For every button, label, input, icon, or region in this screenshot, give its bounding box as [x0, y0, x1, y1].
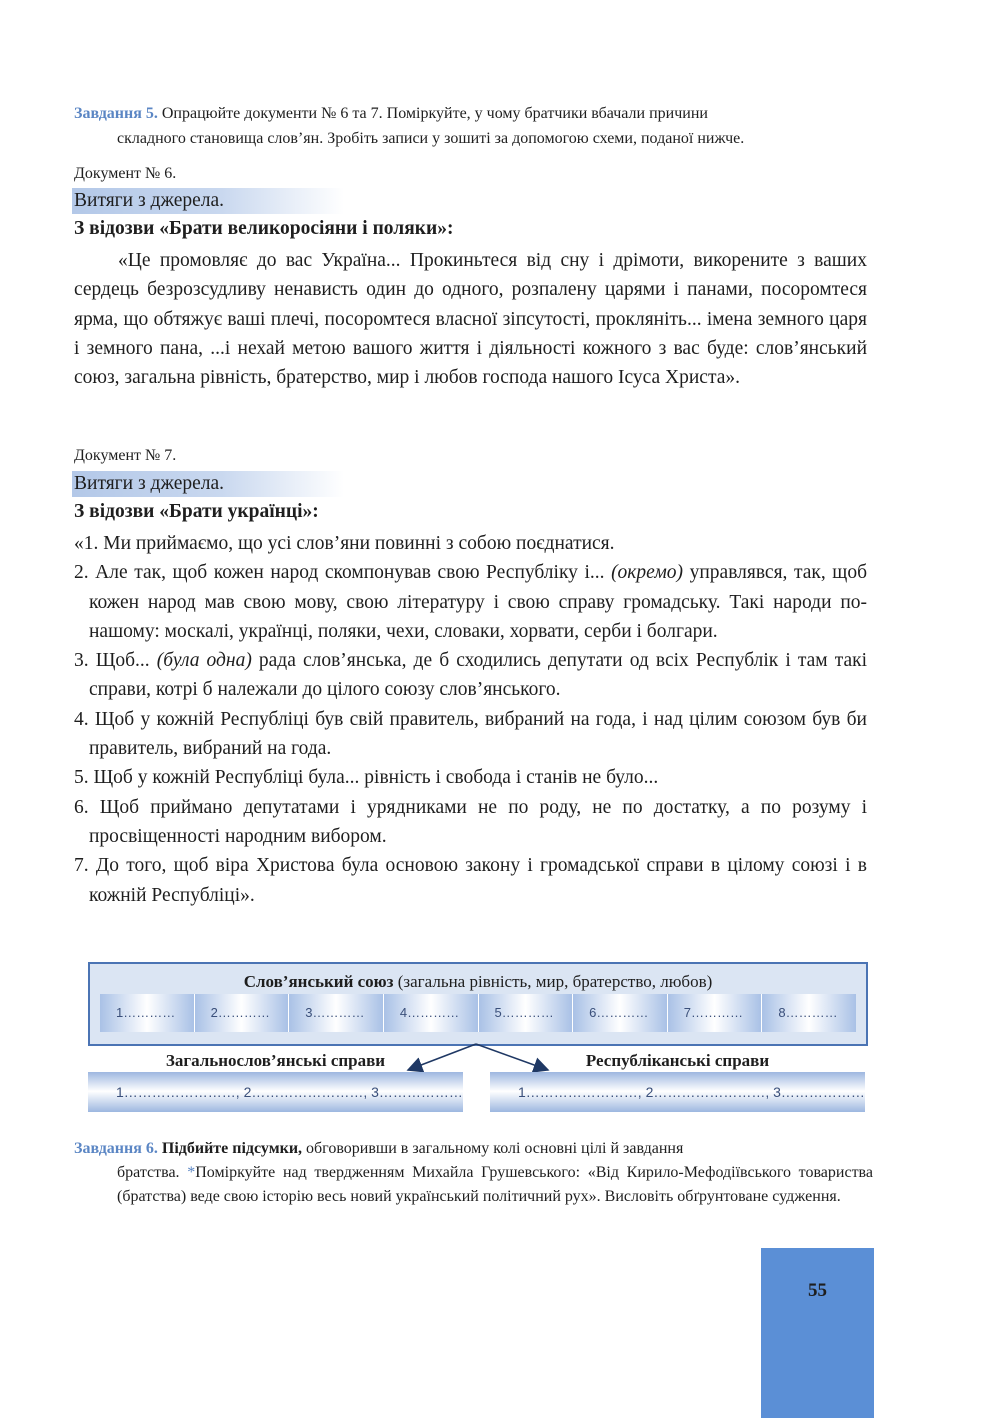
diagram-title-bold: Слов’янський союз	[243, 972, 394, 991]
diagram-cell: 4…………	[384, 994, 479, 1032]
task-6-label: Завдання 6.	[74, 1140, 158, 1157]
general-slavic-affairs-title: Загальнослов’янські справи	[165, 1051, 386, 1070]
republican-affairs-fill: 1……………………, 2……………………, 3………………	[490, 1072, 865, 1112]
diagram-cell: 1…………	[100, 994, 195, 1032]
diagram-cell: 2…………	[195, 994, 290, 1032]
list-item: 3. Щоб... (була одна) рада слов’янська, де б сходились депутати од всіх Республік і там такі справи, котрі б належали до цілого союзу слов’янського.	[74, 650, 867, 701]
task-6-text1: обговоривши в загальному колі основні цілі й завдання	[306, 1140, 684, 1157]
task-6-text3: Поміркуйте над твердженням Михайла Грушевського: «Від Кирило-Мефодіївського товариства (братства) веде свою історію весь новий український політичний рух». Висловіть обґрунтоване судження.	[117, 1164, 874, 1205]
document-6-quote: «Це промовляє до вас Україна... Прокиньтеся від сну і дрімоти, викорените з ваших сердець безрозсудливу ненависть один до одного, розпалену царями і панами, посоромтеся ярма, що обтяжує ваші плечі, посоромтеся власної зіпсутості, прокляніть... імена земного царя і земного пана, ...і нехай метою вашого життя і діяльності кожного з вас буде: слов’янський союз, загальна рівність, братерство, мир і любов господа нашого Ісуса Христа».	[74, 250, 867, 389]
task-6	[74, 1137, 873, 1209]
task-6-continuation	[74, 1161, 873, 1209]
republican-affairs-title: Республіканські справи	[585, 1051, 770, 1070]
page-number: 55	[808, 1280, 827, 1301]
diagram-cell: 8…………	[762, 994, 856, 1032]
document-6-source-band: Витяги з джерела.	[72, 188, 344, 214]
list-item: 2. Але так, щоб кожен народ скомпонував свою Республіку і... (окремо) управлявся, так, щоб кожен народ мав свою мову, свою літературу і свою справу громадську. Такі народи по-нашому: москалі, українці, поляки, чехи, словаки, хорвати, серби і болгари.	[74, 562, 867, 642]
list-item: 5. Щоб у кожній Республіці була... рівність і свобода і станів не було...	[74, 767, 659, 789]
list-item: «1. Ми приймаємо, що усі слов’яни повинні з собою поєднатися.	[74, 533, 615, 554]
task-6-text2: братства.	[117, 1164, 180, 1181]
list-item: 4. Щоб у кожній Республіці був свій правитель, вибраний на года, і над цілим союзом був би правитель, вибраний на года.	[74, 708, 867, 760]
document-7-heading: З відозви «Брати українці»:	[74, 501, 319, 522]
page-tab	[761, 1248, 874, 1418]
general-slavic-affairs-fill: 1……………………, 2……………………, 3………………	[88, 1072, 463, 1112]
diagram-title-rest: (загальна рівність, мир, братерство, любов)	[397, 972, 713, 991]
document-7-source-band: Витяги з джерела.	[72, 471, 344, 497]
list-item: 7. До того, щоб віра Христова була основою закону і громадської справи в цілому союзі і в кожній Республіці».	[74, 855, 867, 906]
task-6-bold: Підбийте підсумки,	[161, 1140, 303, 1157]
diagram-cell: 3…………	[289, 994, 384, 1032]
task-5-label: Завдання 5.	[74, 105, 158, 122]
document-6-number: Документ № 6.	[74, 165, 177, 182]
document-7-number: Документ № 7.	[74, 447, 177, 464]
task-5-text-line1: Опрацюйте документи № 6 та 7. Поміркуйте, у чому братчики вбачали причини	[161, 105, 708, 122]
diagram-cell: 6…………	[573, 994, 668, 1032]
list-item: 6. Щоб приймано депутатами і урядниками не по роду, не по достатку, а по розуму і просвіщенності народним вибором.	[74, 796, 867, 847]
diagram-cell: 7…………	[668, 994, 763, 1032]
task-5-text-line2: складного становища слов’ян. Зробіть записи у зошиті за допомогою схеми, поданої нижче.	[117, 130, 745, 147]
diagram-cell: 5…………	[479, 994, 574, 1032]
document-6-heading: З відозви «Брати великоросіяни і поляки»:	[74, 218, 454, 239]
star-marker: *	[187, 1164, 196, 1181]
